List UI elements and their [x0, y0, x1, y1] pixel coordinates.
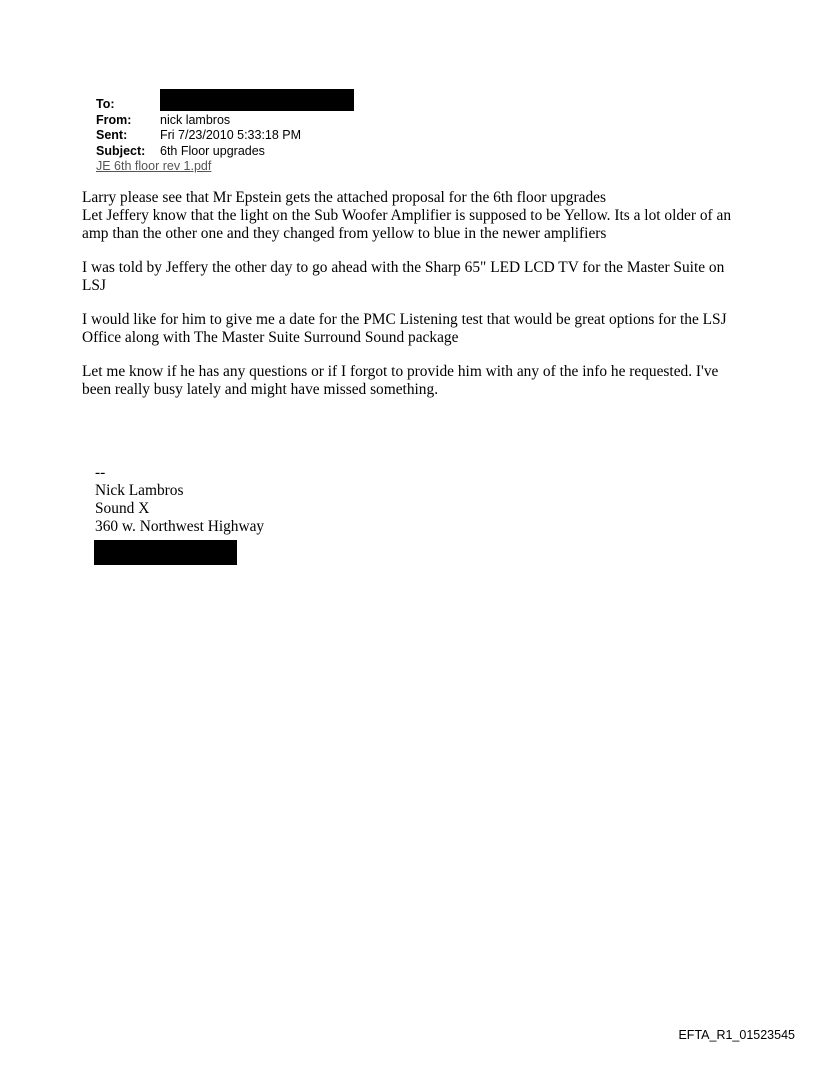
paragraph-3: I would like for him to give me a date for the PMC Listening test that would be great options for the LSJ Office along with The Master Suite Surround Sound package	[82, 311, 727, 346]
paragraph-1	[82, 189, 742, 243]
sent-label: Sent:	[96, 128, 128, 142]
sent-value: Fri 7/23/2010 5:33:18 PM	[160, 128, 302, 142]
subject-row	[96, 144, 354, 160]
signature-company: Sound X	[95, 500, 150, 517]
redacted-recipient	[160, 89, 354, 111]
to-label: To:	[96, 97, 115, 111]
attachment-row	[96, 159, 354, 175]
redacted-address	[94, 540, 237, 565]
from-value: nick lambros	[160, 112, 231, 127]
document-id: EFTA_R1_01523545	[678, 1028, 795, 1042]
from-label: From:	[96, 112, 132, 127]
sent-row	[96, 128, 354, 144]
to-row	[96, 97, 354, 113]
attachment-link[interactable]: JE 6th floor rev 1.pdf	[96, 159, 212, 173]
signature-name: Nick Lambros	[95, 482, 184, 499]
from-row	[96, 113, 354, 129]
paragraph-1-line-2: Let Jeffery know that the light on the Sub Woofer Amplifier is supposed to be Yellow. Its a lot older of an amp than the other one and they changed from yellow to blue in the newer amplifiers	[82, 207, 732, 242]
subject-label: Subject:	[96, 143, 146, 158]
signature-dashes: --	[95, 464, 106, 481]
signature	[95, 464, 264, 536]
paragraph-4: Let me know if he has any questions or if I forgot to provide him with any of the info he requested. I've been really busy lately and might have missed something.	[82, 363, 719, 398]
signature-address: 360 w. Northwest Highway	[95, 518, 265, 535]
paragraph-1-line-1: Larry please see that Mr Epstein gets the attached proposal for the 6th floor upgrades	[82, 189, 606, 206]
paragraph-2: I was told by Jeffery the other day to go ahead with the Sharp 65" LED LCD TV for the Master Suite on LSJ	[82, 259, 725, 294]
subject-value: 6th Floor upgrades	[160, 143, 265, 158]
email-body	[82, 189, 742, 415]
email-header	[96, 97, 354, 175]
